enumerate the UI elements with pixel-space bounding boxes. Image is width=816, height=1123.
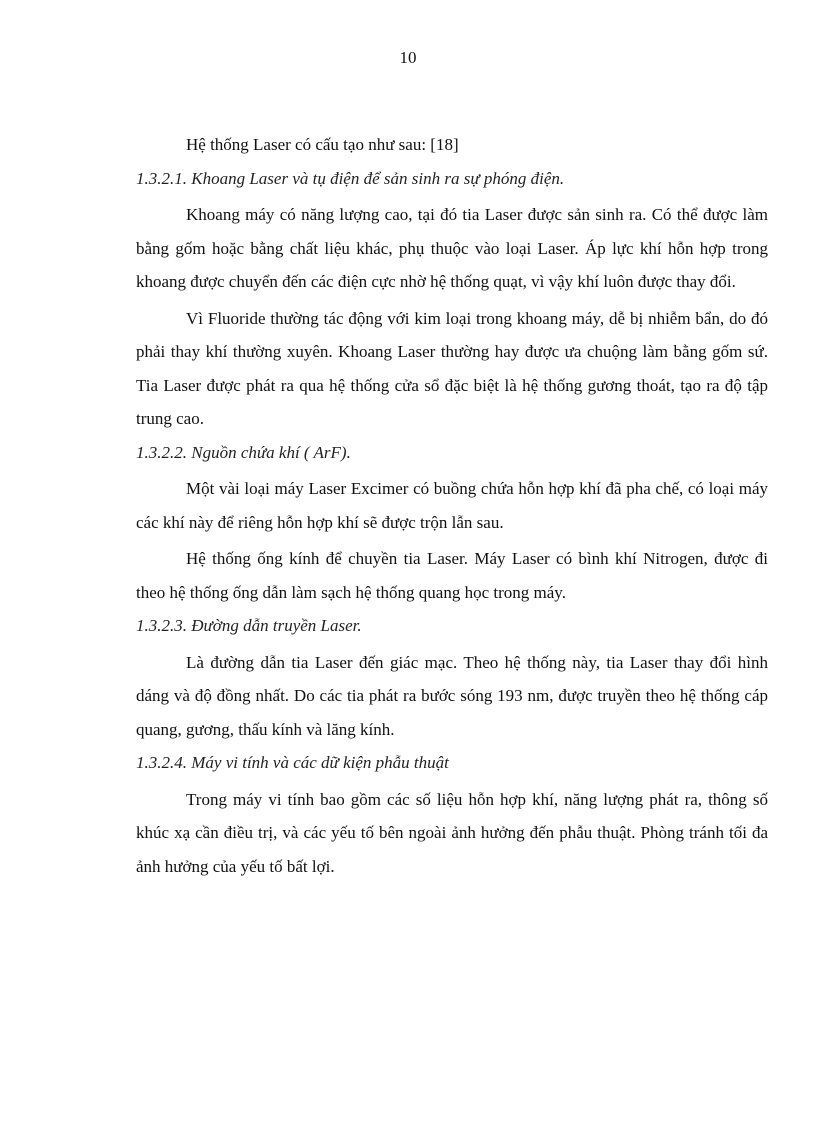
body-paragraph: Khoang máy có năng lượng cao, tại đó tia Laser được sản sinh ra. Có thể được làm bằng gốm hoặc bằng chất liệu khác, phụ thuộc vào loại Laser. Áp lực khí hỗn hợp trong khoang được chuyển đến các điện cực nhờ hệ thống quạt, vì vậy khí luôn được thay đổi. <box>136 205 768 291</box>
body-paragraph: Trong máy vi tính bao gồm các số liệu hỗn hợp khí, năng lượng phát ra, thông số khúc xạ cần điều trị, và các yếu tố bên ngoài ảnh hưởng đến phẫu thuật. Phòng tránh tối đa ảnh hưởng của yếu tố bất lợi. <box>136 789 768 876</box>
page-body <box>136 128 768 883</box>
section-heading: 1.3.2.3. Đường dẫn truyền Laser. <box>136 616 362 635</box>
section-heading: 1.3.2.4. Máy vi tính và các dữ kiện phẫu thuật <box>136 753 449 772</box>
section-1-3-2-4 <box>136 746 768 883</box>
body-paragraph: Là đường dẫn tia Laser đến giác mạc. Theo hệ thống này, tia Laser thay đổi hình dáng và độ đồng nhất. Do các tia phát ra bước sóng 193 nm, được truyền theo hệ thống cáp quang, gương, thấu kính và lăng kính. <box>136 652 768 739</box>
section-1-3-2-2 <box>136 436 768 610</box>
body-paragraph: Một vài loại máy Laser Excimer có buồng chứa hỗn hợp khí đã pha chế, có loại máy các khí này để riêng hỗn hợp khí sẽ được trộn lẫn sau. <box>136 479 768 532</box>
intro-paragraph: Hệ thống Laser có cấu tạo như sau: [18] <box>186 135 459 154</box>
body-paragraph: Vì Fluoride thường tác động với kim loại trong khoang máy, dễ bị nhiễm bẩn, do đó phải thay khí thường xuyên. Khoang Laser thường hay được ưa chuộng làm bằng gốm sứ. Tia Laser được phát ra qua hệ thống cửa sổ đặc biệt là hệ thống gương thoát, tạo ra độ tập trung cao. <box>136 308 768 428</box>
body-paragraph: Hệ thống ống kính để chuyền tia Laser. Máy Laser có bình khí Nitrogen, được đi theo hệ thống ống dẫn làm sạch hệ thống quang học trong máy. <box>136 549 768 602</box>
page-number: 10 <box>399 48 417 67</box>
section-heading: 1.3.2.1. Khoang Laser và tụ điện để sản sinh ra sự phóng điện. <box>136 168 565 188</box>
section-1-3-2-3 <box>136 609 768 746</box>
section-1-3-2-1 <box>136 162 768 436</box>
section-heading: 1.3.2.2. Nguồn chứa khí ( ArF). <box>136 442 351 462</box>
